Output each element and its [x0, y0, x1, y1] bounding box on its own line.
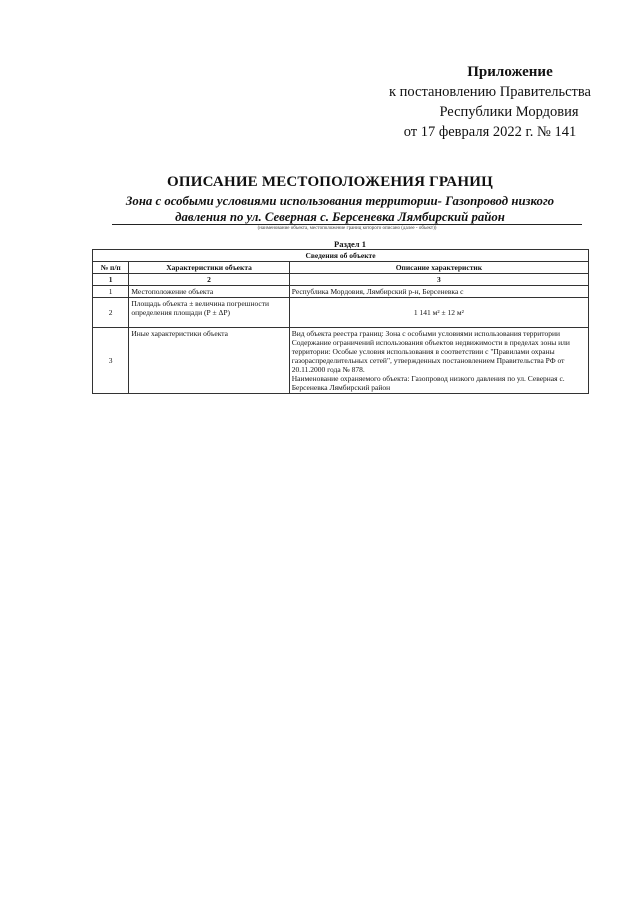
- table-row: [93, 328, 589, 394]
- row-characteristic: Иные характеристики объекта: [129, 328, 289, 394]
- row-characteristic: Площадь объекта ± величина погрешности определения площади (Р ± ΔР): [129, 298, 289, 328]
- row-description: [289, 328, 588, 394]
- row-num: 2: [93, 298, 129, 328]
- subtitle-line-1: Зона с особыми условиями использования территории- Газопровод низкого: [125, 194, 555, 208]
- document-title: ОПИСАНИЕ МЕСТОПОЛОЖЕНИЯ ГРАНИЦ: [167, 174, 493, 190]
- column-header-row: [93, 262, 589, 274]
- table-row: [93, 286, 589, 298]
- description-line-2: Содержание ограничений использования объектов недвижимости в пределах зоны или территории: Особые условия использования в соответствии с "Правилами охраны газораспределительных сетей", утвержденных постановлением Правительства РФ от 20.11.2000 года № 878.: [291, 338, 570, 374]
- resolution-line: к постановлению Правительства: [389, 84, 591, 100]
- column-number-row: [93, 274, 589, 286]
- section-label: Раздел 1: [334, 239, 366, 249]
- row-description: 1 141 м² ± 12 м²: [289, 298, 588, 328]
- column-number-3: 3: [289, 274, 588, 286]
- subtitle-line-2: давления по ул. Северная с. Берсеневка Лямбирский район: [175, 210, 505, 224]
- row-description: Республика Мордовия, Лямбирский р-н, Берсеневка с: [289, 286, 588, 298]
- document-subtitle: [100, 193, 580, 225]
- column-header-characteristic: Характеристики объекта: [129, 262, 289, 274]
- column-number-1: 1: [93, 274, 129, 286]
- republic-line: Республики Мордовия: [439, 104, 579, 120]
- description-line-3: Наименование охраняемого объекта: Газопровод низкого давления по ул. Северная с. Берсеневка Лямбирский район: [291, 374, 565, 392]
- appendix-title: Приложение: [467, 64, 553, 80]
- column-number-2: 2: [129, 274, 289, 286]
- column-header-description: Описание характеристик: [289, 262, 588, 274]
- column-header-num: № п/п: [93, 262, 129, 274]
- row-num: 1: [93, 286, 129, 298]
- description-line-1: Вид объекта реестра границ: Зона с особыми условиями использования территории: [291, 329, 560, 338]
- row-characteristic: Местоположение объекта: [129, 286, 289, 298]
- document-header: [360, 62, 600, 142]
- table-row: [93, 298, 589, 328]
- row-num: 3: [93, 328, 129, 394]
- table-title: Сведения об объекте: [93, 250, 589, 262]
- object-caption: (наименование объекта, местоположение границ которого описано (далее - объект)): [257, 226, 437, 231]
- subtitle-underline: [112, 224, 582, 225]
- date-line: от 17 февраля 2022 г. № 141: [403, 124, 577, 140]
- object-info-table: [92, 249, 589, 394]
- table-title-row: [93, 250, 589, 262]
